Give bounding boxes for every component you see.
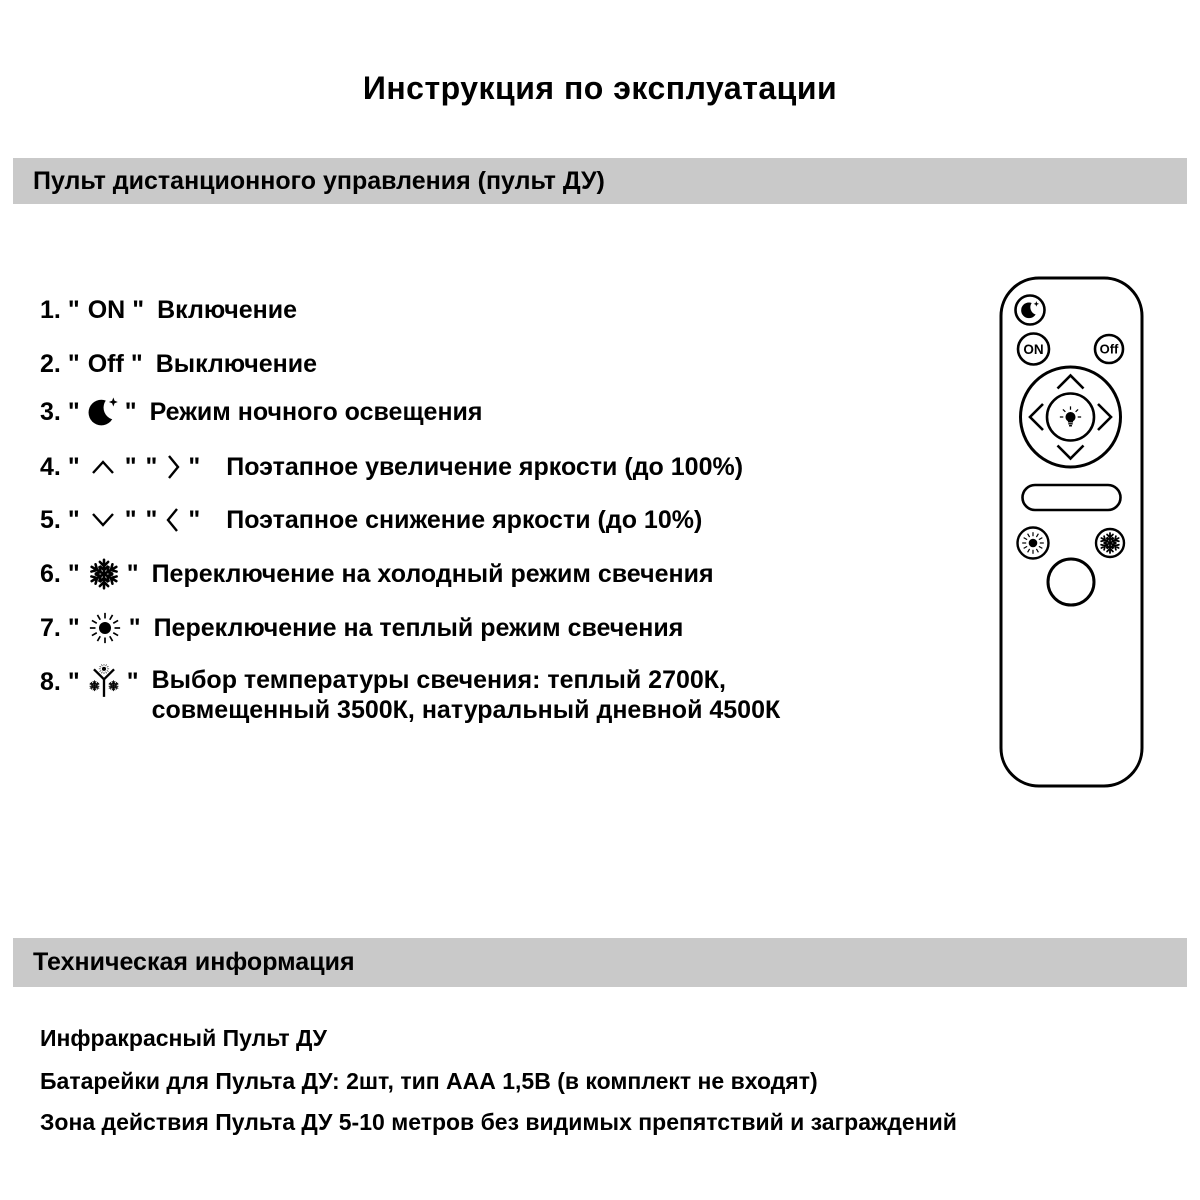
temp-select-icon xyxy=(88,665,120,699)
chevron-down-icon xyxy=(1058,446,1084,459)
chevron-right-icon xyxy=(1098,404,1111,430)
moon-icon xyxy=(88,397,118,427)
page-title: Инструкция по эксплуатации xyxy=(362,70,838,106)
section-header-tech xyxy=(13,938,1187,987)
remote-control-drawing xyxy=(999,276,1144,788)
moon-icon xyxy=(1021,301,1039,318)
quote-mark: " xyxy=(67,398,81,426)
remote-pill-button xyxy=(1023,485,1121,510)
list-item-5 xyxy=(40,503,702,537)
light-bulb-icon xyxy=(1060,406,1081,425)
quote-mark: " xyxy=(132,296,146,324)
quote-mark: " xyxy=(124,398,138,426)
item-description: Выключение xyxy=(155,350,317,378)
remote-on-label: ON xyxy=(1023,341,1044,357)
chevron-up-icon xyxy=(88,458,118,476)
quote-mark: " xyxy=(67,506,81,534)
item-description-line-2: совмещенный 3500К, натуральный дневной 4500К xyxy=(151,696,781,724)
item-description: Поэтапное снижение яркости (до 10%) xyxy=(226,506,703,534)
item-number: 1. xyxy=(40,296,61,324)
quote-mark: " xyxy=(126,560,140,588)
item-number: 7. xyxy=(40,614,61,642)
list-item-7 xyxy=(40,611,683,645)
item-number: 2. xyxy=(40,350,61,378)
quote-mark: " " xyxy=(124,453,159,481)
list-item-2 xyxy=(40,349,317,379)
list-item-8 xyxy=(40,665,780,725)
quote-mark: " xyxy=(188,506,202,534)
chevron-left-icon xyxy=(1030,404,1043,430)
quote-mark: " xyxy=(67,614,81,642)
quote-mark: " xyxy=(67,296,81,324)
item-description xyxy=(152,665,781,725)
chevron-up-icon xyxy=(1058,376,1084,389)
item-number: 6. xyxy=(40,560,61,588)
item-number: 3. xyxy=(40,398,61,426)
quote-mark: " xyxy=(130,350,144,378)
tech-line-range: Зона действия Пульта ДУ 5-10 метров без видимых препятствий и заграждений xyxy=(40,1109,957,1135)
section-header-tech-label: Техническая информация xyxy=(33,948,355,976)
tech-line-ir-remote: Инфракрасный Пульт ДУ xyxy=(40,1025,327,1051)
item-description-line-1: Выбор температуры свечения: теплый 2700К, xyxy=(151,666,726,694)
sun-icon xyxy=(88,611,122,645)
quote-mark: " xyxy=(67,350,81,378)
quote-mark: " xyxy=(67,560,81,588)
item-description: Переключение на теплый режим свечения xyxy=(153,614,684,642)
sun-icon xyxy=(1022,532,1044,554)
quote-mark: " xyxy=(67,668,81,696)
remote-off-label: Off xyxy=(1099,341,1119,357)
snowflake-icon xyxy=(1100,533,1120,553)
quote-mark: " xyxy=(67,453,81,481)
list-item-4 xyxy=(40,450,743,484)
item-number: 4. xyxy=(40,453,61,481)
list-item-1 xyxy=(40,295,297,325)
section-header-remote xyxy=(13,158,1187,204)
item-description: Режим ночного освещения xyxy=(149,398,483,426)
quote-mark: " " xyxy=(124,506,159,534)
chevron-right-icon xyxy=(165,453,181,481)
snowflake-icon xyxy=(88,558,120,590)
chevron-down-icon xyxy=(88,511,118,529)
item-description: Включение xyxy=(157,296,298,324)
item-description: Поэтапное увеличение яркости (до 100%) xyxy=(226,453,744,481)
item-description: Переключение на холодный режим свечения xyxy=(151,560,714,588)
button-key-label: Off xyxy=(87,350,124,378)
section-header-remote-label: Пульт дистанционного управления (пульт ДУ) xyxy=(33,166,605,195)
item-number: 8. xyxy=(40,668,61,696)
button-key-label: ON xyxy=(87,296,126,324)
list-item-6 xyxy=(40,557,714,591)
tech-line-batteries: Батарейки для Пульта ДУ: 2шт, тип ААА 1,5В (в комплект не входят) xyxy=(40,1068,818,1094)
remote-round-button xyxy=(1048,559,1094,605)
quote-mark: " xyxy=(128,614,142,642)
list-item-3 xyxy=(40,395,483,429)
chevron-left-icon xyxy=(165,506,181,534)
item-number: 5. xyxy=(40,506,61,534)
quote-mark: " xyxy=(188,453,202,481)
quote-mark: " xyxy=(126,668,140,696)
